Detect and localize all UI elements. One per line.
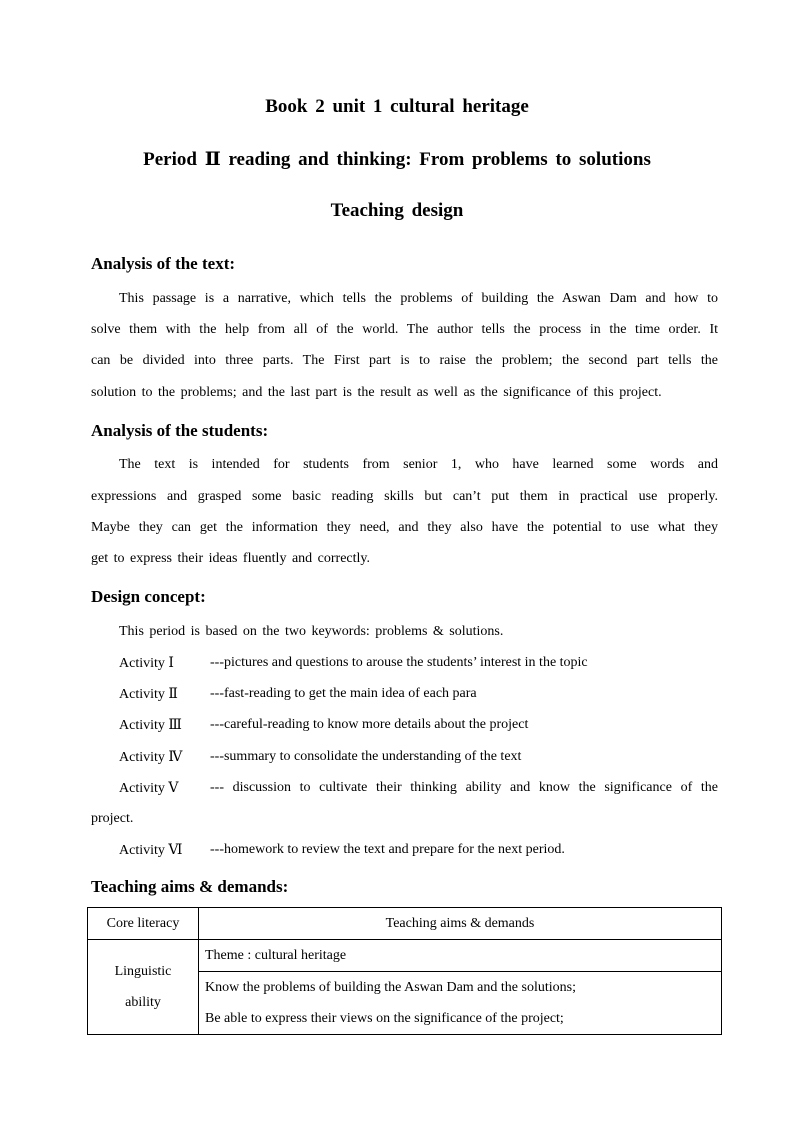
theme-cell: Theme : cultural heritage <box>199 940 722 972</box>
text-analysis-line: can be divided into three parts. The First part is to raise the problem; the second part tells the <box>91 353 718 368</box>
linguistic-ability-cell <box>88 940 199 1035</box>
text-analysis-line: solution to the problems; and the last part is the result as well as the significance of this project. <box>91 385 662 400</box>
activity-text: ---summary to consolidate the understanding of the text <box>210 749 522 764</box>
activity-label: Activity Ⅱ <box>119 687 178 702</box>
row-label-line: Linguistic <box>114 964 172 979</box>
text-analysis-line: This passage is a narrative, which tells the problems of building the Aswan Dam and how to <box>119 291 718 306</box>
design-title: Teaching design <box>330 200 464 221</box>
student-analysis-heading: Analysis of the students: <box>91 421 269 440</box>
design-concept-intro: This period is based on the two keywords: problems & solutions. <box>119 624 504 639</box>
activity-line <box>119 749 522 766</box>
activity-line <box>119 717 529 734</box>
activity-text: ---homework to review the text and prepare for the next period. <box>210 842 565 857</box>
activity-label: Activity Ⅴ <box>119 781 179 796</box>
student-analysis-line: The text is intended for students from senior 1, who have learned some words and <box>119 457 718 472</box>
activity-label: Activity Ⅲ <box>119 718 182 733</box>
document-title: Book 2 unit 1 cultural heritage <box>265 96 529 117</box>
activity-line <box>119 686 477 703</box>
text-analysis-line: solve them with the help from all of the world. The author tells the process in the time order. It <box>91 322 718 337</box>
activity-continuation: project. <box>91 811 134 826</box>
activity-text: ---pictures and questions to arouse the students’ interest in the topic <box>210 655 588 670</box>
teaching-aims-heading: Teaching aims & demands: <box>91 877 289 896</box>
activity-label: Activity Ⅰ <box>119 656 174 671</box>
aims-items-cell <box>199 972 722 1035</box>
text-analysis-heading: Analysis of the text: <box>91 254 236 273</box>
teaching-aims-table <box>87 907 722 1035</box>
student-analysis-line: Maybe they can get the information they need, and they also have the potential to use what they <box>91 520 718 535</box>
header-aims: Teaching aims & demands <box>199 908 722 940</box>
aim-item: Be able to express their views on the significance of the project; <box>205 1011 564 1026</box>
activity-text: ---careful-reading to know more details about the project <box>210 717 529 732</box>
student-analysis-line: get to express their ideas fluently and correctly. <box>91 551 370 566</box>
design-concept-heading: Design concept: <box>91 587 206 606</box>
period-title: Period Ⅱ reading and thinking: From problems to solutions <box>143 149 651 170</box>
activity-label: Activity Ⅳ <box>119 750 183 765</box>
activity-line <box>119 842 565 859</box>
row-label-line: ability <box>125 995 161 1010</box>
table-row <box>88 940 722 972</box>
table-header-row <box>88 908 722 940</box>
header-core-literacy: Core literacy <box>88 908 199 940</box>
student-analysis-line: expressions and grasped some basic reading skills but can’t put them in practical use properly. <box>91 489 718 504</box>
activity-label: Activity Ⅵ <box>119 843 183 858</box>
activity-line <box>119 655 588 672</box>
activity-text: ---fast-reading to get the main idea of each para <box>210 686 477 701</box>
activity-line <box>119 780 718 797</box>
aim-item: Know the problems of building the Aswan Dam and the solutions; <box>205 980 576 995</box>
activity-text: --- discussion to cultivate their thinking ability and know the significance of the <box>210 780 718 795</box>
